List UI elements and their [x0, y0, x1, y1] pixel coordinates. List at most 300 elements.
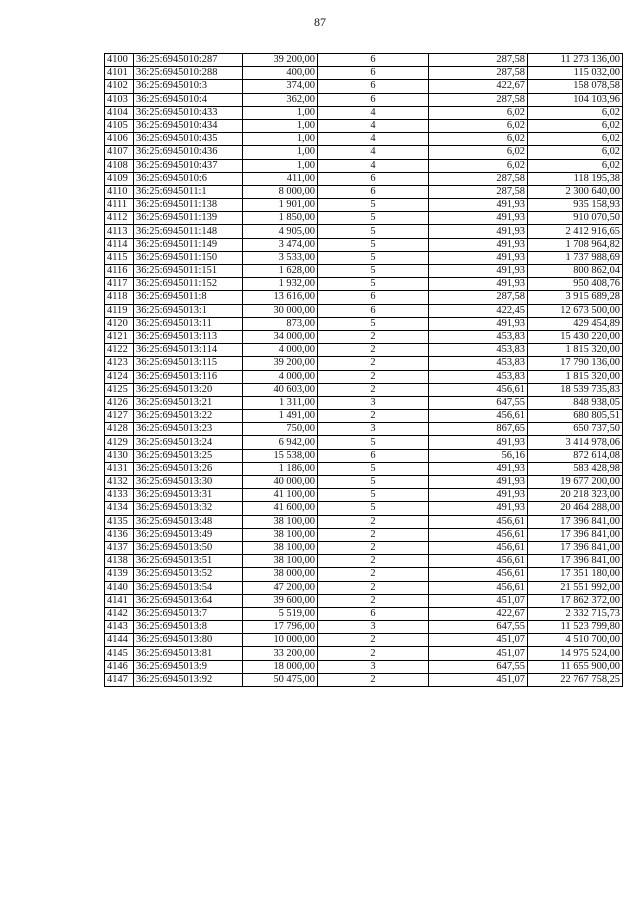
table-row — [105, 489, 623, 502]
row-number: 4131 — [105, 462, 134, 475]
specific-value-cell: 56,16 — [429, 449, 528, 462]
category-cell: 2 — [318, 594, 429, 607]
specific-value-cell: 6,02 — [429, 133, 528, 146]
cadastral-value-cell: 11 523 799,80 — [528, 621, 623, 634]
cadastral-value-cell: 15 430 220,00 — [528, 330, 623, 343]
table-row — [105, 383, 623, 396]
area-cell: 39 200,00 — [243, 54, 318, 67]
specific-value-cell: 422,67 — [429, 80, 528, 93]
specific-value-cell: 647,55 — [429, 621, 528, 634]
area-cell: 47 200,00 — [243, 581, 318, 594]
cadastral-value-cell: 910 070,50 — [528, 212, 623, 225]
cadastral-number: 36:25:6945010:4 — [134, 93, 243, 106]
cadastral-value-cell: 6,02 — [528, 146, 623, 159]
area-cell: 1 186,00 — [243, 462, 318, 475]
specific-value-cell: 287,58 — [429, 172, 528, 185]
table-row — [105, 251, 623, 264]
row-number: 4108 — [105, 159, 134, 172]
table-row — [105, 278, 623, 291]
row-number: 4130 — [105, 449, 134, 462]
cadastral-value-cell: 17 396 841,00 — [528, 515, 623, 528]
cadastral-value-cell: 11 273 136,00 — [528, 54, 623, 67]
cadastral-value-cell: 4 510 700,00 — [528, 634, 623, 647]
category-cell: 6 — [318, 67, 429, 80]
table-row — [105, 396, 623, 409]
cadastral-value-cell: 20 464 288,00 — [528, 502, 623, 515]
area-cell: 750,00 — [243, 423, 318, 436]
specific-value-cell: 867,65 — [429, 423, 528, 436]
row-number: 4129 — [105, 436, 134, 449]
area-cell: 400,00 — [243, 67, 318, 80]
cadastral-number: 36:25:6945010:435 — [134, 133, 243, 146]
category-cell: 5 — [318, 278, 429, 291]
cadastral-number: 36:25:6945013:64 — [134, 594, 243, 607]
category-cell: 2 — [318, 581, 429, 594]
cadastral-number: 36:25:6945011:8 — [134, 291, 243, 304]
cadastral-value-cell: 1 708 964,82 — [528, 238, 623, 251]
row-number: 4132 — [105, 476, 134, 489]
table-row — [105, 515, 623, 528]
cadastral-number: 36:25:6945013:22 — [134, 410, 243, 423]
specific-value-cell: 491,93 — [429, 462, 528, 475]
area-cell: 8 000,00 — [243, 185, 318, 198]
area-cell: 362,00 — [243, 93, 318, 106]
cadastral-value-cell: 935 158,93 — [528, 199, 623, 212]
area-cell: 13 616,00 — [243, 291, 318, 304]
specific-value-cell: 451,07 — [429, 594, 528, 607]
specific-value-cell: 453,83 — [429, 357, 528, 370]
category-cell: 5 — [318, 436, 429, 449]
category-cell: 2 — [318, 541, 429, 554]
cadastral-value-cell: 17 396 841,00 — [528, 555, 623, 568]
area-cell: 3 533,00 — [243, 251, 318, 264]
category-cell: 6 — [318, 93, 429, 106]
cadastral-number: 36:25:6945013:1 — [134, 304, 243, 317]
cadastral-number: 36:25:6945013:11 — [134, 317, 243, 330]
table-row — [105, 660, 623, 673]
specific-value-cell: 491,93 — [429, 265, 528, 278]
area-cell: 38 000,00 — [243, 568, 318, 581]
table-body — [105, 54, 623, 687]
cadastral-number: 36:25:6945013:30 — [134, 476, 243, 489]
category-cell: 5 — [318, 462, 429, 475]
cadastral-number: 36:25:6945010:288 — [134, 67, 243, 80]
category-cell: 2 — [318, 647, 429, 660]
cadastral-value-cell: 650 737,50 — [528, 423, 623, 436]
category-cell: 6 — [318, 185, 429, 198]
cadastral-number: 36:25:6945013:113 — [134, 330, 243, 343]
table-row — [105, 330, 623, 343]
cadastral-value-cell: 1 737 988,69 — [528, 251, 623, 264]
table-row — [105, 185, 623, 198]
row-number: 4109 — [105, 172, 134, 185]
row-number: 4103 — [105, 93, 134, 106]
category-cell: 4 — [318, 119, 429, 132]
row-number: 4118 — [105, 291, 134, 304]
specific-value-cell: 451,07 — [429, 634, 528, 647]
cadastral-value-cell: 2 332 715,73 — [528, 607, 623, 620]
category-cell: 3 — [318, 396, 429, 409]
cadastral-value-cell: 14 975 524,00 — [528, 647, 623, 660]
row-number: 4107 — [105, 146, 134, 159]
row-number: 4138 — [105, 555, 134, 568]
table-row — [105, 621, 623, 634]
specific-value-cell: 491,93 — [429, 199, 528, 212]
specific-value-cell: 453,83 — [429, 344, 528, 357]
cadastral-value-cell: 18 539 735,83 — [528, 383, 623, 396]
specific-value-cell: 456,61 — [429, 568, 528, 581]
table-row — [105, 304, 623, 317]
cadastral-number: 36:25:6945011:149 — [134, 238, 243, 251]
specific-value-cell: 491,93 — [429, 225, 528, 238]
area-cell: 4 905,00 — [243, 225, 318, 238]
specific-value-cell: 287,58 — [429, 93, 528, 106]
table-row — [105, 581, 623, 594]
area-cell: 1,00 — [243, 159, 318, 172]
category-cell: 3 — [318, 660, 429, 673]
row-number: 4141 — [105, 594, 134, 607]
category-cell: 6 — [318, 80, 429, 93]
cadastral-value-cell: 6,02 — [528, 133, 623, 146]
specific-value-cell: 491,93 — [429, 317, 528, 330]
area-cell: 4 000,00 — [243, 370, 318, 383]
cadastral-value-cell: 3 915 689,28 — [528, 291, 623, 304]
cadastral-number: 36:25:6945013:81 — [134, 647, 243, 660]
category-cell: 2 — [318, 555, 429, 568]
cadastral-value-cell: 848 938,05 — [528, 396, 623, 409]
table-row — [105, 146, 623, 159]
area-cell: 1 311,00 — [243, 396, 318, 409]
area-cell: 1,00 — [243, 146, 318, 159]
specific-value-cell: 451,07 — [429, 647, 528, 660]
specific-value-cell: 287,58 — [429, 67, 528, 80]
category-cell: 5 — [318, 225, 429, 238]
row-number: 4102 — [105, 80, 134, 93]
row-number: 4137 — [105, 541, 134, 554]
cadastral-number: 36:25:6945010:436 — [134, 146, 243, 159]
cadastral-number: 36:25:6945013:23 — [134, 423, 243, 436]
category-cell: 5 — [318, 489, 429, 502]
row-number: 4110 — [105, 185, 134, 198]
category-cell: 2 — [318, 673, 429, 686]
cadastral-number: 36:25:6945013:92 — [134, 673, 243, 686]
cadastral-number: 36:25:6945013:50 — [134, 541, 243, 554]
specific-value-cell: 491,93 — [429, 502, 528, 515]
area-cell: 30 000,00 — [243, 304, 318, 317]
table-row — [105, 119, 623, 132]
cadastral-value-cell: 2 300 640,00 — [528, 185, 623, 198]
category-cell: 6 — [318, 449, 429, 462]
table-row — [105, 370, 623, 383]
row-number: 4115 — [105, 251, 134, 264]
category-cell: 2 — [318, 410, 429, 423]
specific-value-cell: 453,83 — [429, 370, 528, 383]
cadastral-number: 36:25:6945011:139 — [134, 212, 243, 225]
specific-value-cell: 456,61 — [429, 555, 528, 568]
category-cell: 3 — [318, 621, 429, 634]
table-row — [105, 291, 623, 304]
category-cell: 5 — [318, 212, 429, 225]
area-cell: 33 200,00 — [243, 647, 318, 660]
cadastral-value-cell: 1 815 320,00 — [528, 344, 623, 357]
cadastral-number: 36:25:6945013:26 — [134, 462, 243, 475]
cadastral-number: 36:25:6945011:1 — [134, 185, 243, 198]
area-cell: 18 000,00 — [243, 660, 318, 673]
area-cell: 1,00 — [243, 106, 318, 119]
cadastral-value-cell: 6,02 — [528, 119, 623, 132]
table-row — [105, 502, 623, 515]
table-row — [105, 449, 623, 462]
cadastral-value-cell: 17 862 372,00 — [528, 594, 623, 607]
cadastral-value-cell: 22 767 758,25 — [528, 673, 623, 686]
specific-value-cell: 6,02 — [429, 119, 528, 132]
area-cell: 34 000,00 — [243, 330, 318, 343]
category-cell: 2 — [318, 515, 429, 528]
cadastral-number: 36:25:6945013:49 — [134, 528, 243, 541]
cadastral-value-cell: 11 655 900,00 — [528, 660, 623, 673]
area-cell: 39 600,00 — [243, 594, 318, 607]
table-row — [105, 594, 623, 607]
table-row — [105, 54, 623, 67]
row-number: 4133 — [105, 489, 134, 502]
table-row — [105, 528, 623, 541]
specific-value-cell: 6,02 — [429, 159, 528, 172]
category-cell: 6 — [318, 607, 429, 620]
table-row — [105, 634, 623, 647]
row-number: 4128 — [105, 423, 134, 436]
table-row — [105, 265, 623, 278]
area-cell: 4 000,00 — [243, 344, 318, 357]
cadastral-value-cell: 104 103,96 — [528, 93, 623, 106]
cadastral-value-cell: 17 396 841,00 — [528, 528, 623, 541]
row-number: 4147 — [105, 673, 134, 686]
cadastral-value-cell: 19 677 200,00 — [528, 476, 623, 489]
category-cell: 4 — [318, 159, 429, 172]
row-number: 4101 — [105, 67, 134, 80]
row-number: 4112 — [105, 212, 134, 225]
area-cell: 15 538,00 — [243, 449, 318, 462]
table-row — [105, 568, 623, 581]
area-cell: 38 100,00 — [243, 515, 318, 528]
table-row — [105, 357, 623, 370]
area-cell: 40 000,00 — [243, 476, 318, 489]
row-number: 4122 — [105, 344, 134, 357]
category-cell: 5 — [318, 265, 429, 278]
category-cell: 2 — [318, 344, 429, 357]
area-cell: 38 100,00 — [243, 528, 318, 541]
category-cell: 2 — [318, 634, 429, 647]
table-row — [105, 225, 623, 238]
category-cell: 5 — [318, 238, 429, 251]
category-cell: 6 — [318, 54, 429, 67]
specific-value-cell: 422,45 — [429, 304, 528, 317]
specific-value-cell: 491,93 — [429, 238, 528, 251]
row-number: 4125 — [105, 383, 134, 396]
table-row — [105, 317, 623, 330]
cadastral-number: 36:25:6945013:48 — [134, 515, 243, 528]
row-number: 4124 — [105, 370, 134, 383]
category-cell: 2 — [318, 357, 429, 370]
cadastral-value-cell: 680 805,51 — [528, 410, 623, 423]
cadastral-value-cell: 21 551 992,00 — [528, 581, 623, 594]
table-row — [105, 238, 623, 251]
cadastral-number: 36:25:6945011:152 — [134, 278, 243, 291]
cadastral-value-cell: 17 790 136,00 — [528, 357, 623, 370]
row-number: 4100 — [105, 54, 134, 67]
cadastral-value-cell: 6,02 — [528, 159, 623, 172]
specific-value-cell: 456,61 — [429, 541, 528, 554]
row-number: 4113 — [105, 225, 134, 238]
specific-value-cell: 287,58 — [429, 291, 528, 304]
specific-value-cell: 6,02 — [429, 106, 528, 119]
specific-value-cell: 456,61 — [429, 515, 528, 528]
category-cell: 4 — [318, 146, 429, 159]
table-row — [105, 423, 623, 436]
cadastral-value-cell: 2 412 916,65 — [528, 225, 623, 238]
table-row — [105, 436, 623, 449]
table-row — [105, 607, 623, 620]
area-cell: 1 628,00 — [243, 265, 318, 278]
area-cell: 5 519,00 — [243, 607, 318, 620]
table-row — [105, 106, 623, 119]
area-cell: 1 491,00 — [243, 410, 318, 423]
category-cell: 2 — [318, 528, 429, 541]
specific-value-cell: 491,93 — [429, 476, 528, 489]
cadastral-value-cell: 872 614,08 — [528, 449, 623, 462]
row-number: 4121 — [105, 330, 134, 343]
page-number: 87 — [314, 15, 326, 29]
cadastral-number: 36:25:6945013:116 — [134, 370, 243, 383]
area-cell: 1,00 — [243, 119, 318, 132]
cadastral-value-cell: 6,02 — [528, 106, 623, 119]
table-row — [105, 212, 623, 225]
specific-value-cell: 647,55 — [429, 396, 528, 409]
cadastral-value-table — [104, 53, 623, 687]
cadastral-number: 36:25:6945010:287 — [134, 54, 243, 67]
cadastral-number: 36:25:6945013:115 — [134, 357, 243, 370]
row-number: 4105 — [105, 119, 134, 132]
table-row — [105, 159, 623, 172]
row-number: 4127 — [105, 410, 134, 423]
row-number: 4104 — [105, 106, 134, 119]
row-number: 4146 — [105, 660, 134, 673]
area-cell: 1 932,00 — [243, 278, 318, 291]
specific-value-cell: 456,61 — [429, 581, 528, 594]
category-cell: 4 — [318, 106, 429, 119]
cadastral-value-cell: 20 218 323,00 — [528, 489, 623, 502]
specific-value-cell: 6,02 — [429, 146, 528, 159]
area-cell: 38 100,00 — [243, 541, 318, 554]
cadastral-number: 36:25:6945013:80 — [134, 634, 243, 647]
cadastral-value-cell: 118 195,38 — [528, 172, 623, 185]
cadastral-number: 36:25:6945013:8 — [134, 621, 243, 634]
cadastral-number: 36:25:6945013:31 — [134, 489, 243, 502]
row-number: 4139 — [105, 568, 134, 581]
table-row — [105, 673, 623, 686]
table-row — [105, 410, 623, 423]
area-cell: 39 200,00 — [243, 357, 318, 370]
row-number: 4140 — [105, 581, 134, 594]
cadastral-number: 36:25:6945011:150 — [134, 251, 243, 264]
table-row — [105, 80, 623, 93]
specific-value-cell: 287,58 — [429, 185, 528, 198]
table-row — [105, 476, 623, 489]
area-cell: 1 850,00 — [243, 212, 318, 225]
area-cell: 40 603,00 — [243, 383, 318, 396]
category-cell: 2 — [318, 370, 429, 383]
cadastral-value-cell: 429 454,89 — [528, 317, 623, 330]
area-cell: 374,00 — [243, 80, 318, 93]
category-cell: 4 — [318, 133, 429, 146]
table-row — [105, 541, 623, 554]
specific-value-cell: 456,61 — [429, 410, 528, 423]
category-cell: 6 — [318, 304, 429, 317]
cadastral-value-cell: 3 414 978,06 — [528, 436, 623, 449]
cadastral-value-cell: 800 862,04 — [528, 265, 623, 278]
table-row — [105, 172, 623, 185]
cadastral-number: 36:25:6945010:3 — [134, 80, 243, 93]
cadastral-number: 36:25:6945013:32 — [134, 502, 243, 515]
cadastral-number: 36:25:6945013:24 — [134, 436, 243, 449]
cadastral-number: 36:25:6945013:9 — [134, 660, 243, 673]
category-cell: 5 — [318, 502, 429, 515]
cadastral-number: 36:25:6945013:54 — [134, 581, 243, 594]
row-number: 4117 — [105, 278, 134, 291]
row-number: 4136 — [105, 528, 134, 541]
area-cell: 41 600,00 — [243, 502, 318, 515]
cadastral-number: 36:25:6945010:6 — [134, 172, 243, 185]
row-number: 4145 — [105, 647, 134, 660]
row-number: 4123 — [105, 357, 134, 370]
row-number: 4135 — [105, 515, 134, 528]
row-number: 4142 — [105, 607, 134, 620]
cadastral-value-cell: 12 673 500,00 — [528, 304, 623, 317]
area-cell: 3 474,00 — [243, 238, 318, 251]
cadastral-number: 36:25:6945011:151 — [134, 265, 243, 278]
cadastral-number: 36:25:6945013:21 — [134, 396, 243, 409]
table-row — [105, 462, 623, 475]
cadastral-number: 36:25:6945010:433 — [134, 106, 243, 119]
row-number: 4116 — [105, 265, 134, 278]
cadastral-value-cell: 17 351 180,00 — [528, 568, 623, 581]
specific-value-cell: 491,93 — [429, 489, 528, 502]
specific-value-cell: 647,55 — [429, 660, 528, 673]
table-row — [105, 93, 623, 106]
area-cell: 6 942,00 — [243, 436, 318, 449]
category-cell: 5 — [318, 251, 429, 264]
specific-value-cell: 287,58 — [429, 54, 528, 67]
cadastral-number: 36:25:6945010:434 — [134, 119, 243, 132]
cadastral-number: 36:25:6945013:52 — [134, 568, 243, 581]
row-number: 4143 — [105, 621, 134, 634]
cadastral-number: 36:25:6945013:25 — [134, 449, 243, 462]
area-cell: 1,00 — [243, 133, 318, 146]
category-cell: 2 — [318, 383, 429, 396]
area-cell: 38 100,00 — [243, 555, 318, 568]
area-cell: 873,00 — [243, 317, 318, 330]
specific-value-cell: 456,61 — [429, 528, 528, 541]
row-number: 4144 — [105, 634, 134, 647]
row-number: 4106 — [105, 133, 134, 146]
cadastral-value-cell: 115 032,00 — [528, 67, 623, 80]
cadastral-number: 36:25:6945011:138 — [134, 199, 243, 212]
cadastral-number: 36:25:6945013:20 — [134, 383, 243, 396]
cadastral-number: 36:25:6945013:51 — [134, 555, 243, 568]
specific-value-cell: 453,83 — [429, 330, 528, 343]
cadastral-value-cell: 17 396 841,00 — [528, 541, 623, 554]
specific-value-cell: 491,93 — [429, 278, 528, 291]
category-cell: 6 — [318, 172, 429, 185]
